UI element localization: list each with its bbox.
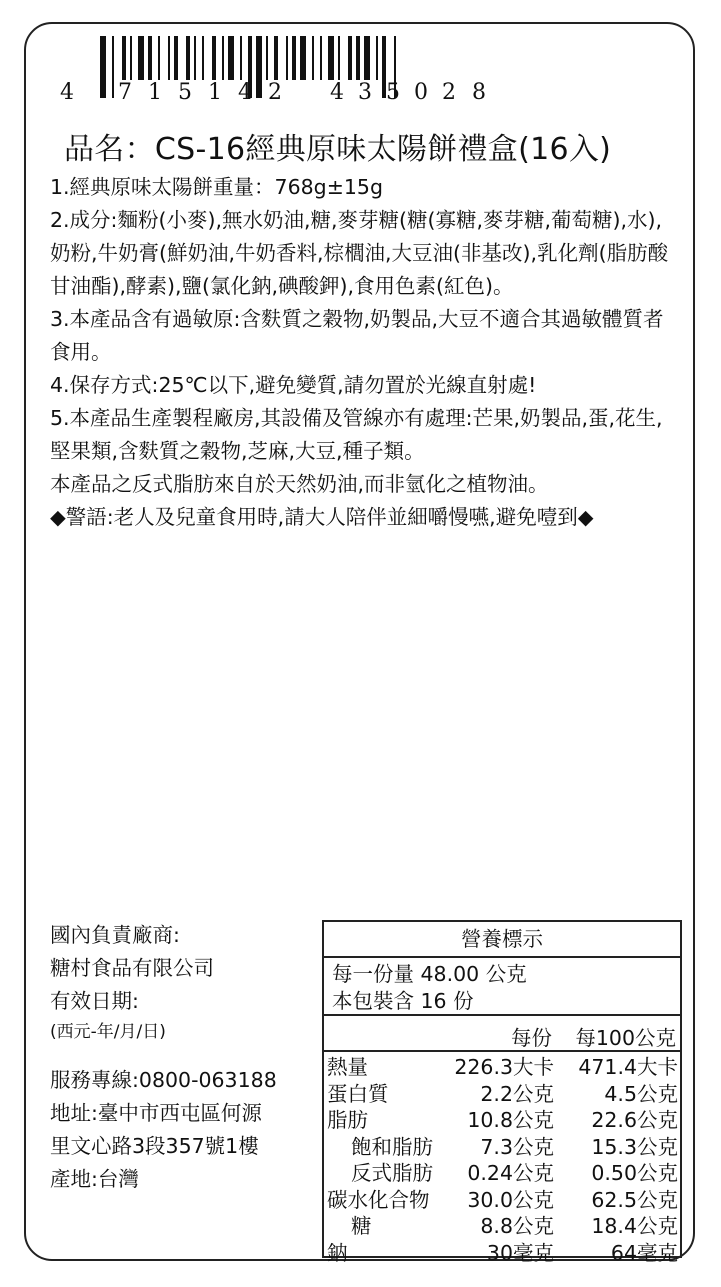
per-serving-value: 10.8公克 xyxy=(467,1108,554,1132)
per-100g-value: 18.4公克 xyxy=(591,1214,678,1238)
nutrient-name: 脂肪 xyxy=(327,1108,368,1132)
barcode-digit: 7 xyxy=(118,80,132,105)
per-serving-value: 30.0公克 xyxy=(467,1187,554,1212)
barcode-bar xyxy=(158,36,160,80)
expiry-label: 有效日期: xyxy=(50,989,139,1013)
barcode-digit: 4 xyxy=(238,80,252,105)
manufacturer-label: 國內負責廠商: xyxy=(50,923,180,947)
per-serving-value: 2.2公克 xyxy=(480,1081,554,1106)
barcode-digit: 0 xyxy=(414,80,428,105)
barcode-bar xyxy=(212,36,216,80)
storage-line: 4.保存方式:25℃以下,避免變質,請勿置於光線直射處! xyxy=(50,373,537,397)
barcode-bar xyxy=(240,36,242,80)
per-100g-value: 0.50公克 xyxy=(591,1161,678,1185)
nutrient-name: 碳水化合物 xyxy=(327,1187,430,1212)
barcode-bar xyxy=(174,36,178,80)
barcode-bar xyxy=(194,36,196,80)
nutrient-name: 蛋白質 xyxy=(327,1081,389,1106)
barcode-bar xyxy=(186,36,190,80)
barcode-number xyxy=(60,80,530,104)
nutrition-row xyxy=(324,1134,680,1161)
barcode-bar xyxy=(312,36,314,80)
nutrient-name: 飽和脂肪 xyxy=(351,1134,433,1159)
barcode-bar xyxy=(338,36,340,80)
barcode-bar xyxy=(292,36,296,80)
per-100g-value: 62.5公克 xyxy=(591,1187,678,1212)
nutrient-name: 熱量 xyxy=(327,1055,368,1079)
barcode-digit: 8 xyxy=(472,80,486,105)
barcode-bar xyxy=(376,36,378,80)
address-line-2: 里文心路3段357號1樓 xyxy=(50,1134,259,1158)
barcode-bar xyxy=(286,36,288,80)
barcode-digit: 4 xyxy=(330,80,344,105)
ingredients-line: 2.成分:麵粉(小麥),無水奶油,糖,麥芽糖(糖(寡糖,麥芽糖,葡萄糖),水),奶粉,牛奶膏(鮮奶油,牛奶香料,棕櫚油,大豆油(非基改),乳化劑(脂肪酸甘油酯),酵素),鹽(氯化鈉,碘酸鉀),食用色素(紅色)。 xyxy=(50,208,669,298)
barcode-bar xyxy=(320,36,322,80)
per-100g-value: 22.6公克 xyxy=(591,1108,678,1132)
barcode-digit: 2 xyxy=(268,80,282,105)
barcode-bar xyxy=(274,36,278,80)
barcode-bar xyxy=(168,36,170,80)
product-description xyxy=(50,171,680,534)
serving-size: 每一份量 48.00 公克 xyxy=(332,962,527,986)
barcode-bar xyxy=(266,36,268,80)
nutrition-title: 營養標示 xyxy=(324,922,680,958)
product-title: 品名：CS-16經典原味太陽餅禮盒(16入) xyxy=(64,132,612,167)
barcode-bar xyxy=(328,36,334,80)
barcode-bar xyxy=(300,36,306,80)
nutrient-name: 糖 xyxy=(351,1214,372,1238)
warning-line: ◆警語:老人及兒童食用時,請大人陪伴並細嚼慢嚥,避免噎到◆ xyxy=(50,505,594,529)
per-serving-value: 226.3大卡 xyxy=(454,1055,554,1079)
barcode-bar xyxy=(130,36,132,80)
nutrition-row xyxy=(324,1054,680,1081)
barcode-bar xyxy=(356,36,360,80)
per-100g-value: 15.3公克 xyxy=(591,1134,678,1159)
address-line-1: 地址:臺中市西屯區何源 xyxy=(50,1101,262,1125)
facility-line: 5.本產品生產製程廠房,其設備及管線亦有處理:芒果,奶製品,蛋,花生,堅果類,含麩質之穀物,芝麻,大豆,種子類。 xyxy=(50,406,663,463)
barcode-bar xyxy=(148,36,152,80)
per-serving-value: 8.8公克 xyxy=(480,1214,554,1238)
trans-fat-line: 本產品之反式脂肪來自於天然奶油,而非氫化之植物油。 xyxy=(50,472,549,496)
allergen-line: 3.本產品含有過敏原:含麩質之穀物,奶製品,大豆不適合其過敏體質者食用。 xyxy=(50,307,664,364)
nutrition-row xyxy=(324,1081,680,1108)
per-serving-header: 每份 xyxy=(511,1026,552,1050)
per-100g-value: 4.5公克 xyxy=(604,1081,678,1106)
serving-info xyxy=(324,958,680,1016)
barcode-bar xyxy=(228,36,234,80)
manufacturer-info xyxy=(50,918,320,1195)
service-hotline: 服務專線:0800-063188 xyxy=(50,1068,277,1092)
nutrition-row xyxy=(324,1187,680,1214)
barcode-bar xyxy=(222,36,224,80)
nutrition-header-row xyxy=(324,1016,680,1052)
weight-line: 1.經典原味太陽餅重量：768g±15g xyxy=(50,175,383,199)
expiry-format: (西元-年/月/日) xyxy=(50,1022,166,1042)
barcode-digit: 4 xyxy=(60,80,74,105)
per-serving-value: 0.24公克 xyxy=(467,1161,554,1185)
nutrient-name: 反式脂肪 xyxy=(351,1161,433,1185)
per-100g-value: 471.4大卡 xyxy=(578,1055,678,1079)
barcode-bar xyxy=(364,36,370,80)
nutrition-facts-table xyxy=(322,920,682,1265)
per-100g-value: 64毫克 xyxy=(610,1240,678,1265)
origin: 產地:台灣 xyxy=(50,1167,139,1191)
barcode-bar xyxy=(202,36,204,80)
per-serving-value: 7.3公克 xyxy=(480,1134,554,1159)
servings-per-pack: 本包裝含 16 份 xyxy=(332,989,474,1013)
barcode-bar xyxy=(122,36,126,80)
nutrition-rows xyxy=(324,1052,680,1266)
barcode-digit: 1 xyxy=(148,80,162,105)
per-serving-value: 30毫克 xyxy=(486,1240,554,1265)
barcode-digit: 5 xyxy=(178,80,192,105)
barcode-digit: 1 xyxy=(208,80,222,105)
barcode-bar xyxy=(138,36,144,80)
nutrition-row xyxy=(324,1107,680,1134)
nutrient-name: 鈉 xyxy=(327,1240,348,1265)
nutrition-row xyxy=(324,1160,680,1187)
barcode-digit: 5 xyxy=(386,80,400,105)
nutrition-row xyxy=(324,1240,680,1267)
barcode-bar xyxy=(348,36,352,80)
per-100g-header: 每100公克 xyxy=(575,1026,676,1050)
barcode-digit: 2 xyxy=(442,80,456,105)
manufacturer-name: 糖村食品有限公司 xyxy=(50,956,214,980)
nutrition-row xyxy=(324,1213,680,1240)
barcode-digit: 3 xyxy=(358,80,372,105)
